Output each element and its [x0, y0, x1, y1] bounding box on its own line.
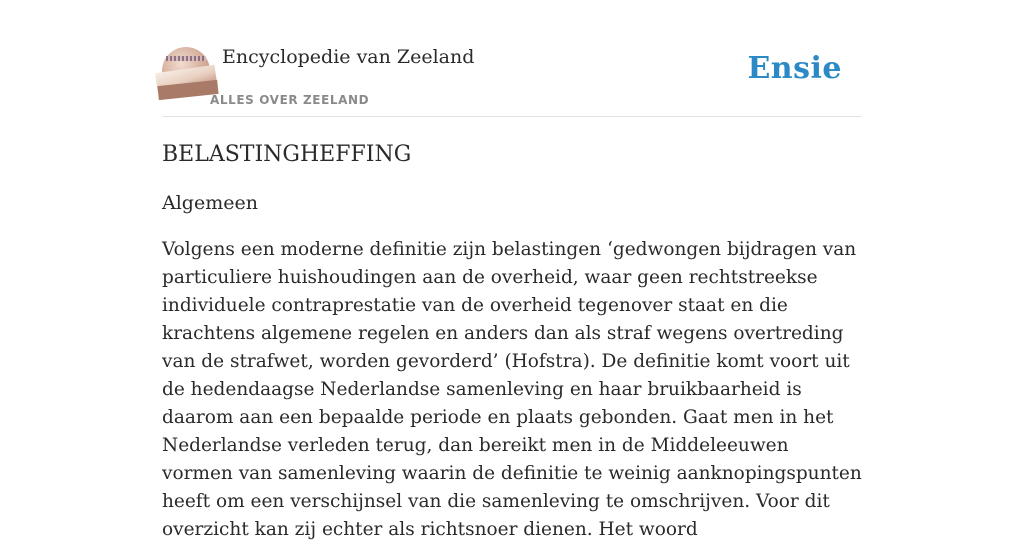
article	[162, 140, 862, 544]
article-title: BELASTINGHEFFING	[162, 142, 412, 167]
ensie-logo[interactable]: Ensie	[747, 51, 842, 86]
site-avatar[interactable]	[162, 47, 210, 95]
site-header	[162, 40, 862, 117]
article-paragraph: Volgens een moderne definitie zijn belastingen ‘gedwongen bijdragen van particuliere huishoudingen aan de overheid, waar geen rechtstreekse individuele contraprestatie van de overheid tegenover staat en die krachtens algemene regelen en anders dan als straf wegens overtreding van de strafwet, worden gevorderd’ (Hofstra). De definitie komt voort uit de hedendaagse Nederlandse samenleving en haar bruikbaarheid is daarom aan een bepaalde periode en plaats gebonden. Gaat men in het Nederlandse verleden terug, dan bereikt men in de Middeleeuwen vormen van samenleving waarin de definitie te weinig aanknopingspunten heeft om een verschijnsel van die samenleving te omschrijven. Voor dit overzicht kan zij echter als richtsnoer dienen. Het woord	[162, 239, 862, 540]
site-title[interactable]: Encyclopedie van Zeeland	[222, 46, 475, 68]
avatar-book-spines	[166, 56, 206, 61]
site-subtitle: ALLES OVER ZEELAND	[210, 93, 370, 107]
section-heading: Algemeen	[162, 192, 258, 214]
